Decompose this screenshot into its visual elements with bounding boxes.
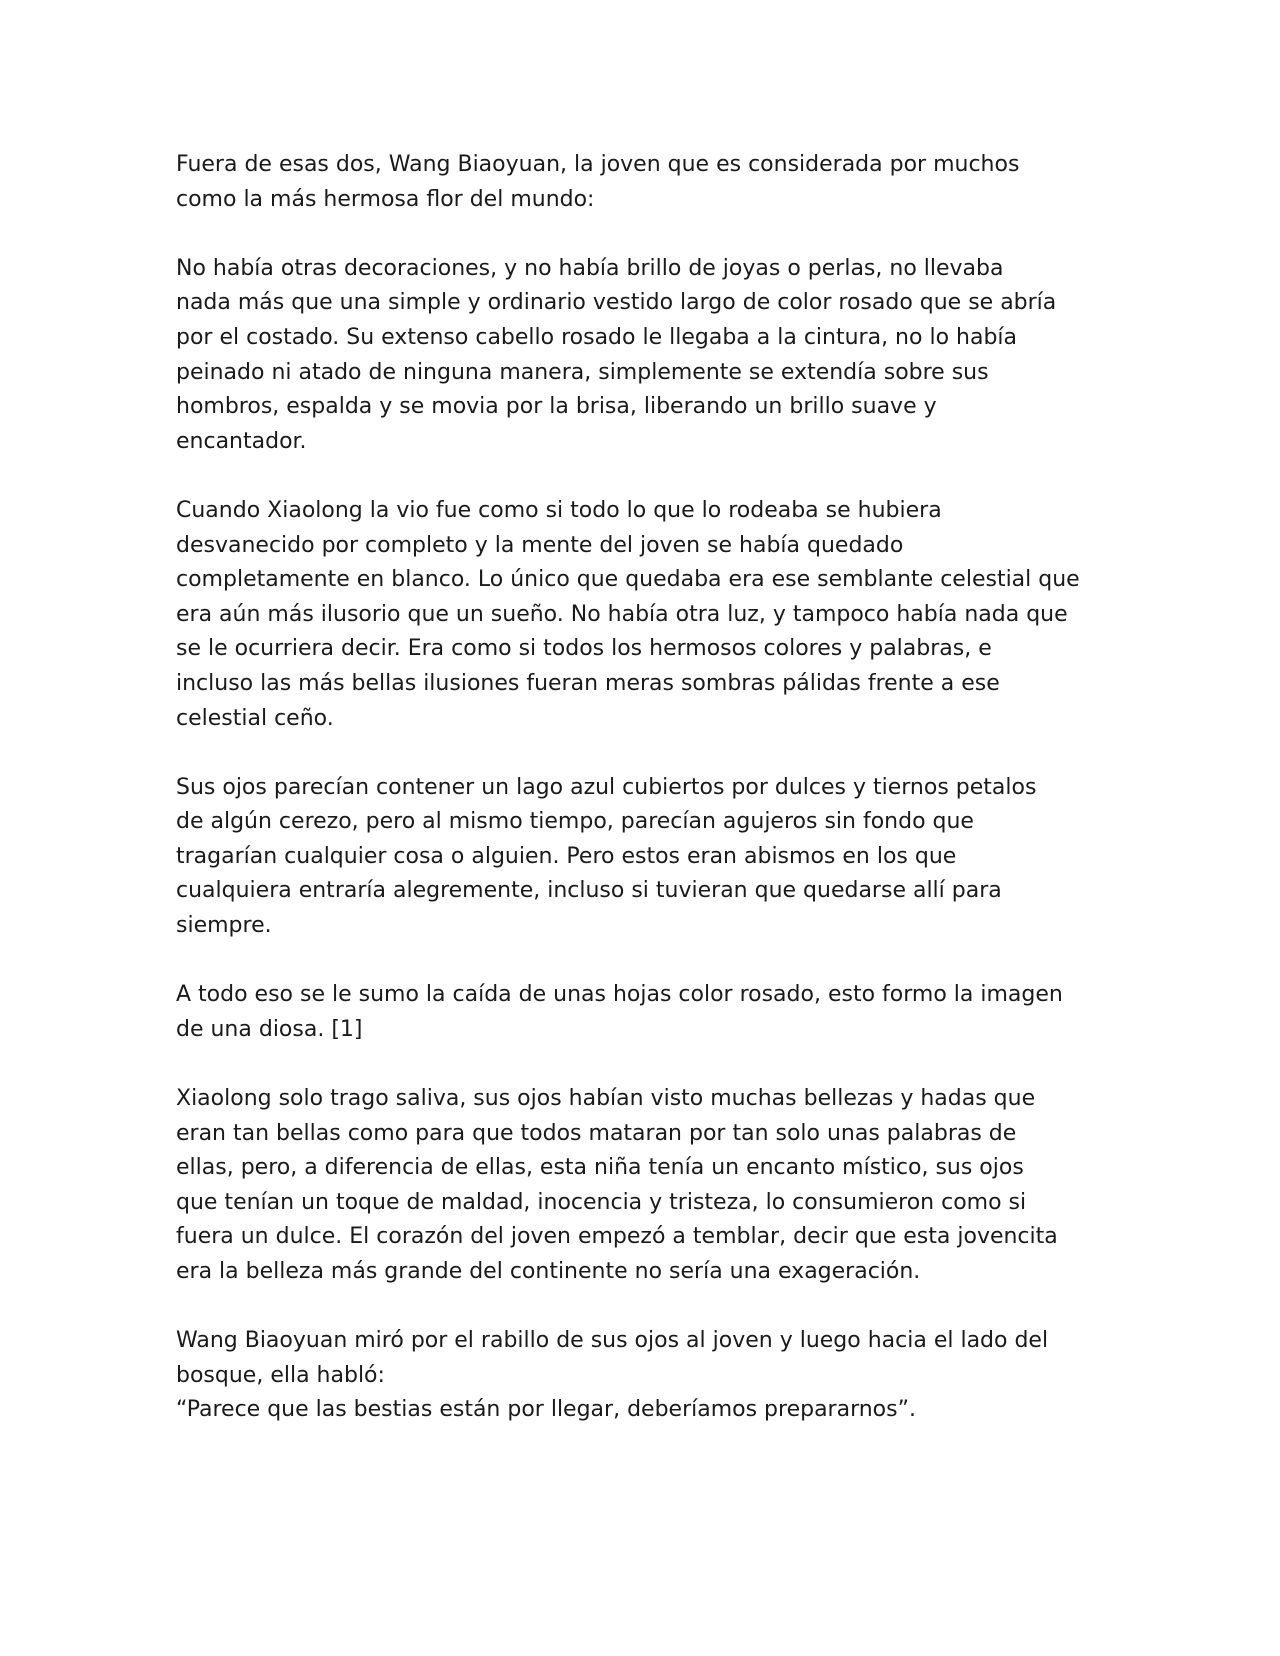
paragraph-line: encantador. [176, 428, 307, 454]
paragraph-line: peinado ni atado de ninguna manera, simplemente se extendía sobre sus [176, 359, 989, 385]
paragraph-2 [176, 252, 1106, 460]
paragraph-5 [176, 978, 1106, 1047]
paragraph-1 [176, 148, 1106, 217]
paragraph-3 [176, 494, 1106, 736]
paragraph-line: desvanecido por completo y la mente del joven se había quedado [176, 532, 904, 558]
paragraph-line: Cuando Xiaolong la vio fue como si todo lo que lo rodeaba se hubiera [176, 497, 942, 523]
paragraph-line: nada más que una simple y ordinario vestido largo de color rosado que se abría [176, 290, 1057, 316]
paragraph-line: era la belleza más grande del continente no sería una exageración. [176, 1259, 921, 1284]
dialogue-line: “Parece que las bestias están por llegar, deberíamos prepararnos”. [176, 1397, 916, 1423]
paragraph-line: Sus ojos parecían contener un lago azul cubiertos por dulces y tiernos petalos [176, 774, 1037, 800]
paragraph-4 [176, 771, 1106, 944]
paragraph-line: completamente en blanco. Lo único que quedaba era ese semblante celestial que [176, 567, 1080, 593]
paragraph-line: era aún más ilusorio que un sueño. No había otra luz, y tampoco había nada que [176, 601, 1068, 627]
paragraph-line: A todo eso se le sumo la caída de unas hojas color rosado, esto formo la imagen [176, 982, 1063, 1008]
paragraph-line: Fuera de esas dos, Wang Biaoyuan, la joven que es considerada por muchos [176, 152, 1020, 177]
paragraph-line: No había otras decoraciones, y no había brillo de joyas o perlas, no llevaba [176, 255, 1004, 281]
paragraph-line: tragarían cualquier cosa o alguien. Pero estos eran abismos en los que [176, 843, 957, 869]
paragraph-line: por el costado. Su extenso cabello rosado le llegaba a la cintura, no lo había [176, 324, 1018, 350]
paragraph-line: ellas, pero, a diferencia de ellas, esta niña tenía un encanto místico, sus ojos [176, 1155, 1024, 1181]
paragraph-line: cualquiera entraría alegremente, incluso si tuvieran que quedarse allí para [176, 878, 1002, 904]
paragraph-line: de una diosa. [1] [176, 1016, 363, 1042]
paragraph-line: que tenían un toque de maldad, inocencia y tristeza, lo consumieron como si [176, 1189, 1027, 1215]
paragraph-line: incluso las más bellas ilusiones fueran meras sombras pálidas frente a ese [176, 670, 1000, 696]
paragraph-line: fuera un dulce. El corazón del joven empezó a temblar, decir que esta jovencita [176, 1224, 1058, 1250]
paragraph-line: siempre. [176, 913, 272, 939]
paragraph-line: eran tan bellas como para que todos mataran por tan solo unas palabras de [176, 1120, 1017, 1146]
paragraph-line: celestial ceño. [176, 705, 334, 731]
paragraph-line: Wang Biaoyuan miró por el rabillo de sus ojos al joven y luego hacia el lado del [176, 1328, 1049, 1354]
paragraph-line: se le ocurriera decir. Era como si todos los hermosos colores y palabras, e [176, 636, 992, 662]
paragraph-line: de algún cerezo, pero al mismo tiempo, parecían agujeros sin fondo que [176, 809, 974, 835]
paragraph-6 [176, 1082, 1106, 1290]
paragraph-line: hombros, espalda y se movia por la brisa, liberando un brillo suave y [176, 394, 937, 420]
paragraph-line: Xiaolong solo trago saliva, sus ojos habían visto muchas bellezas y hadas que [176, 1086, 1036, 1112]
document-page [176, 148, 1106, 1428]
paragraph-7 [176, 1324, 1106, 1428]
paragraph-line: bosque, ella habló: [176, 1362, 385, 1388]
paragraph-line: como la más hermosa flor del mundo: [176, 186, 595, 212]
